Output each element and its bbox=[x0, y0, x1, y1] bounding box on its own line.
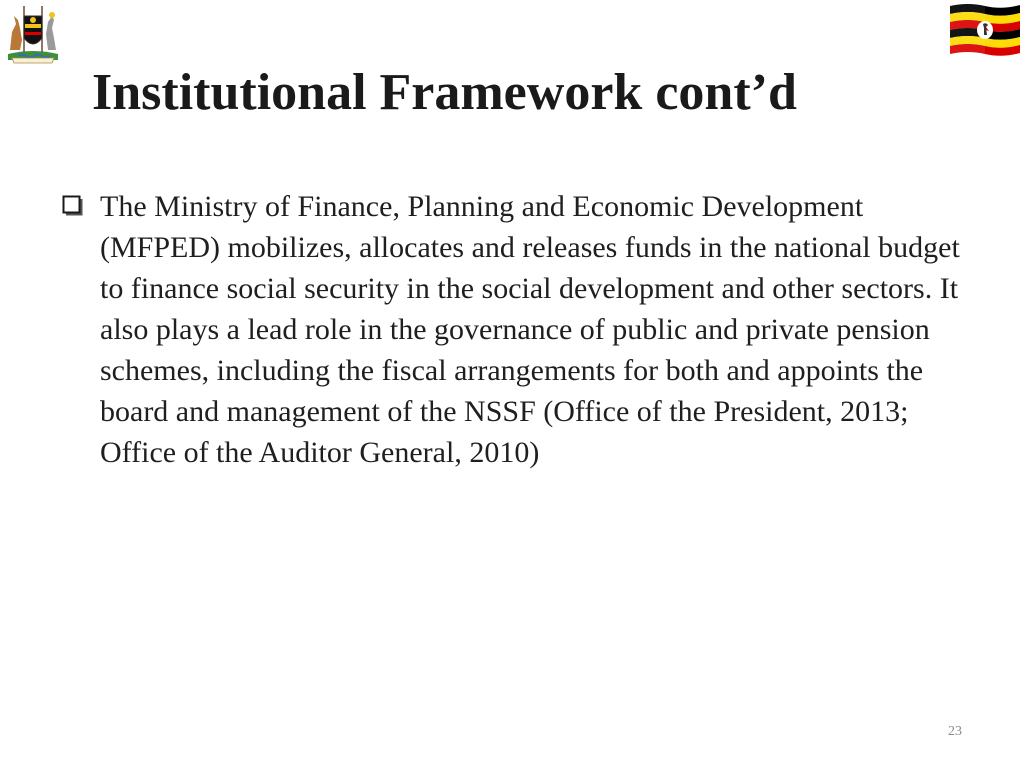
bullet-text: The Ministry of Finance, Planning and Economic Development (MFPED) mobilizes, allocates and releases funds in the national budget to finance social security in the social development and other sectors. It also plays a lead role in the governance of public and private pension schemes, including the fiscal arrangements for both and appoints the board and management of the NSSF (Office of the President, 2013; Office of the Auditor General, 2010) bbox=[100, 190, 960, 469]
page-number: 23 bbox=[948, 724, 962, 739]
slide-title: Institutional Framework cont’d bbox=[92, 64, 797, 121]
uganda-flag-icon bbox=[948, 2, 1022, 56]
coat-of-arms-icon bbox=[4, 2, 62, 64]
hollow-square-bullet-icon bbox=[62, 195, 84, 217]
